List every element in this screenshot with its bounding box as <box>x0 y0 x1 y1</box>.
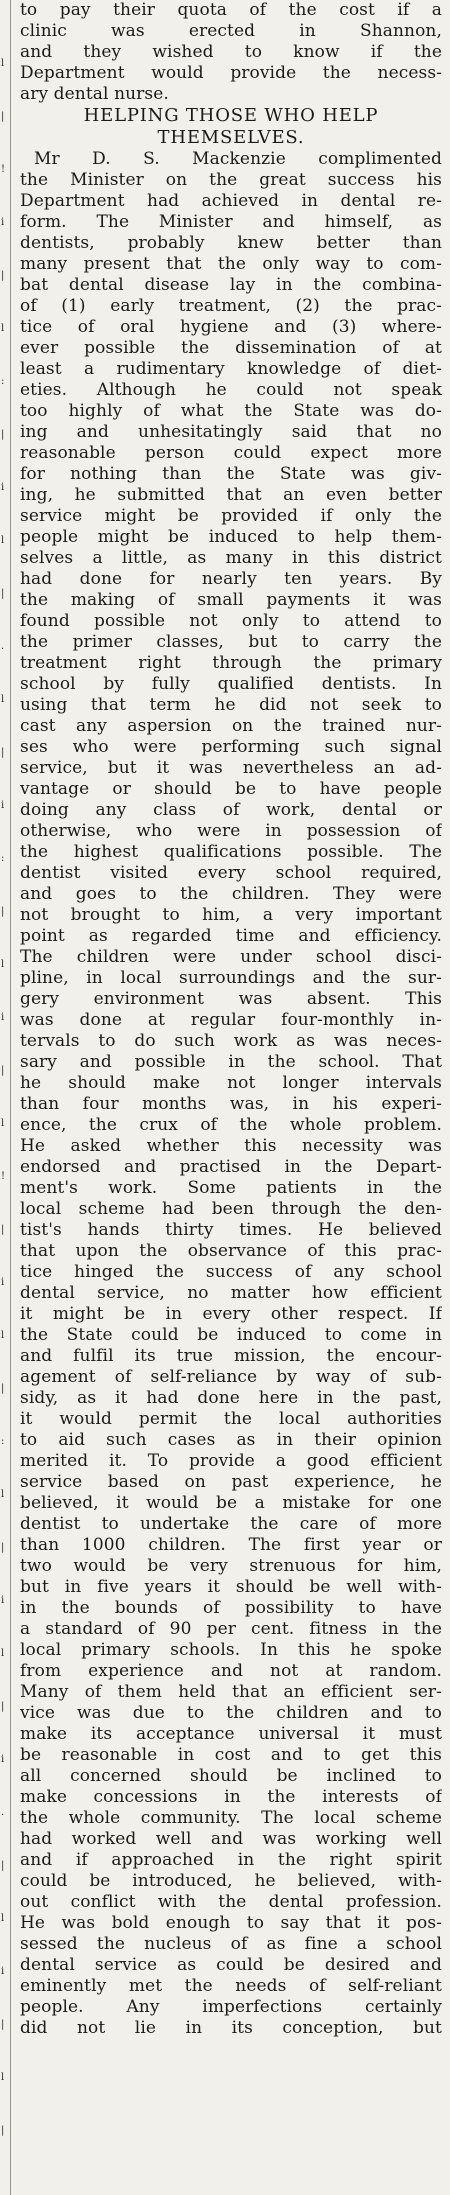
intro-line: and they wished to know if the <box>20 42 442 62</box>
body-line: vantage or should be to have people <box>20 779 442 799</box>
body-line: selves a little, as many in this district <box>20 548 442 568</box>
print-mark: | <box>1 588 5 599</box>
body-line: sessed the nucleus of as fine a school <box>20 1934 442 1954</box>
column-rule <box>10 0 11 2195</box>
body-line: people. Any imperfections certainly <box>20 1997 442 2017</box>
body-line: local primary schools. In this he spoke <box>20 1640 442 1660</box>
print-mark: | <box>1 2019 5 2030</box>
body-line: he should make not longer intervals <box>20 1073 442 1093</box>
body-line: all concerned should be inclined to <box>20 1766 442 1786</box>
body-line: treatment right through the primary <box>20 653 442 673</box>
print-mark: ! <box>1 1171 6 1182</box>
body-line: the primer classes, but to carry the <box>20 632 442 652</box>
print-mark: i <box>1 1966 5 1977</box>
body-line: from experience and not at random. <box>20 1661 442 1681</box>
body-line: agement of self-reliance by way of sub- <box>20 1367 442 1387</box>
body-line: ing, he submitted that an even better <box>20 485 442 505</box>
body-line: make concessions in the interests of <box>20 1787 442 1807</box>
heading-line: THEMSELVES. <box>157 127 305 148</box>
body-line: did not lie in its conception, but <box>20 2018 442 2038</box>
body-line: service based on past experience, he <box>20 1472 442 1492</box>
print-mark: i <box>1 217 5 228</box>
body-line: The children were under school disci- <box>20 947 442 967</box>
body-line: it might be in every other respect. If <box>20 1304 442 1324</box>
body-line: Mr D. S. Mackenzie complimented <box>34 149 442 169</box>
body-line: dentist visited every school required, <box>20 863 442 883</box>
body-line: of (1) early treatment, (2) the prac- <box>20 296 442 316</box>
body-line: and goes to the children. They were <box>20 884 442 904</box>
body-line: vice was due to the children and to <box>20 1703 442 1723</box>
intro-paragraph <box>20 0 442 105</box>
body-line: dentists, probably knew better than <box>20 233 442 253</box>
body-line: cast any aspersion on the trained nur- <box>20 716 442 736</box>
print-mark: i <box>1 1595 5 1606</box>
print-mark: i <box>1 1277 5 1288</box>
print-mark: i <box>1 1012 5 1023</box>
body-line: ment's work. Some patients in the <box>20 1178 442 1198</box>
intro-line: clinic was erected in Shannon, <box>20 21 442 41</box>
body-line: that upon the observance of this prac- <box>20 1241 442 1261</box>
print-mark: l <box>1 323 5 334</box>
print-mark: | <box>1 111 5 122</box>
body-line: ing and unhesitatingly said that no <box>20 422 442 442</box>
print-mark: l <box>1 1118 5 1129</box>
article-body <box>20 149 442 2039</box>
body-line: and fulfil its true mission, the encour- <box>20 1346 442 1366</box>
body-line: reasonable person could expect more <box>20 443 442 463</box>
body-line: ever possible the dissemination of at <box>20 338 442 358</box>
body-line: ence, the crux of the whole problem. <box>20 1115 442 1135</box>
body-line: gery environment was absent. This <box>20 989 442 1009</box>
body-line: had worked well and was working well <box>20 1829 442 1849</box>
body-line: to aid such cases as in their opinion <box>20 1430 442 1450</box>
print-mark: i <box>1 482 5 493</box>
body-line: school by fully qualified dentists. In <box>20 674 442 694</box>
print-mark: l <box>1 58 5 69</box>
body-line: He was bold enough to say that it pos- <box>20 1913 442 1933</box>
body-line: pline, in local surroundings and the sur- <box>20 968 442 988</box>
intro-line: Department would provide the necess- <box>20 63 442 83</box>
body-line: the State could be induced to come in <box>20 1325 442 1345</box>
adjacent-column-fragments <box>0 0 10 2195</box>
print-mark: : <box>1 853 5 864</box>
body-line: sidy, as it had done here in the past, <box>20 1388 442 1408</box>
article-column <box>20 0 442 2039</box>
body-line: had done for nearly ten years. By <box>20 569 442 589</box>
print-mark: l <box>1 1913 5 1924</box>
body-line: using that term he did not seek to <box>20 695 442 715</box>
intro-line: to pay their quota of the cost if a <box>20 0 442 20</box>
body-line: a standard of 90 per cent. fitness in the <box>20 1619 442 1639</box>
body-line: endorsed and practised in the Depart- <box>20 1157 442 1177</box>
body-line: point as regarded time and efficiency. <box>20 926 442 946</box>
print-mark: i <box>1 800 5 811</box>
print-mark: | <box>1 1542 5 1553</box>
body-line: than four months was, in his experi- <box>20 1094 442 1114</box>
body-line: tervals to do such work as was neces- <box>20 1031 442 1051</box>
body-line: for nothing than the State was giv- <box>20 464 442 484</box>
body-line: and if approached in the right spirit <box>20 1850 442 1870</box>
print-mark: l <box>1 1648 5 1659</box>
print-mark: : <box>1 376 5 387</box>
print-mark: | <box>1 1224 5 1235</box>
body-line: dental service as could be desired and <box>20 1955 442 1975</box>
body-line: be reasonable in cost and to get this <box>20 1745 442 1765</box>
print-mark: | <box>1 2125 5 2136</box>
body-line: was done at regular four-monthly in- <box>20 1010 442 1030</box>
body-line: local scheme had been through the den- <box>20 1199 442 1219</box>
body-line: many present that the only way to com- <box>20 254 442 274</box>
print-mark: i <box>1 1754 5 1765</box>
body-line: dentist to undertake the care of more <box>20 1514 442 1534</box>
body-line: eties. Although he could not speak <box>20 380 442 400</box>
print-mark: . <box>1 641 5 652</box>
print-mark: | <box>1 1065 5 1076</box>
print-mark: | <box>1 1701 5 1712</box>
print-mark: l <box>1 2072 5 2083</box>
intro-line: ary dental nurse. <box>20 84 169 104</box>
body-line: believed, it would be a mistake for one <box>20 1493 442 1513</box>
body-line: than 1000 children. The first year or <box>20 1535 442 1555</box>
body-line: people might be induced to help them- <box>20 527 442 547</box>
body-line: it would permit the local authorities <box>20 1409 442 1429</box>
body-line: sary and possible in the school. That <box>20 1052 442 1072</box>
print-mark: l <box>1 1489 5 1500</box>
body-line: make its acceptance universal it must <box>20 1724 442 1744</box>
print-mark: | <box>1 1383 5 1394</box>
print-mark: l <box>1 535 5 546</box>
body-line: eminently met the needs of self-reliant <box>20 1976 442 1996</box>
body-line: two would be very strenuous for him, <box>20 1556 442 1576</box>
body-line: the making of small payments it was <box>20 590 442 610</box>
body-line: in the bounds of possibility to have <box>20 1598 442 1618</box>
print-mark: l <box>1 959 5 970</box>
body-line: the highest qualifications possible. The <box>20 842 442 862</box>
body-line: doing any class of work, dental or <box>20 800 442 820</box>
body-line: service might be provided if only the <box>20 506 442 526</box>
body-line: Department had achieved in dental re- <box>20 191 442 211</box>
print-mark: | <box>1 747 5 758</box>
body-line: merited it. To provide a good efficient <box>20 1451 442 1471</box>
print-mark: : <box>1 1436 5 1447</box>
print-mark: | <box>1 270 5 281</box>
print-mark: l <box>1 694 5 705</box>
print-mark: | <box>1 1860 5 1871</box>
body-line: found possible not only to attend to <box>20 611 442 631</box>
body-line: ses who were performing such signal <box>20 737 442 757</box>
print-mark: l <box>1 1330 5 1341</box>
print-mark: | <box>1 429 5 440</box>
body-line: form. The Minister and himself, as <box>20 212 442 232</box>
body-line: tice of oral hygiene and (3) where- <box>20 317 442 337</box>
body-line: least a rudimentary knowledge of diet- <box>20 359 442 379</box>
body-line: the whole community. The local scheme <box>20 1808 442 1828</box>
body-line: Many of them held that an efficient ser- <box>20 1682 442 1702</box>
print-mark: . <box>1 1807 5 1818</box>
body-line: tice hinged the success of any school <box>20 1262 442 1282</box>
heading-line: HELPING THOSE WHO HELP <box>83 105 379 126</box>
body-line: too highly of what the State was do- <box>20 401 442 421</box>
body-line: tist's hands thirty times. He believed <box>20 1220 442 1240</box>
body-line: but in five years it should be well with- <box>20 1577 442 1597</box>
article-heading <box>20 105 442 149</box>
body-line: He asked whether this necessity was <box>20 1136 442 1156</box>
body-line: could be introduced, he believed, with- <box>20 1871 442 1891</box>
print-mark: | <box>1 906 5 917</box>
body-line: bat dental disease lay in the combina- <box>20 275 442 295</box>
body-line: dental service, no matter how efficient <box>20 1283 442 1303</box>
body-line: the Minister on the great success his <box>20 170 442 190</box>
body-line: out conflict with the dental profession. <box>20 1892 442 1912</box>
body-line: otherwise, who were in possession of <box>20 821 442 841</box>
body-line: service, but it was nevertheless an ad- <box>20 758 442 778</box>
print-mark: ! <box>1 164 6 175</box>
body-line: not brought to him, a very important <box>20 905 442 925</box>
